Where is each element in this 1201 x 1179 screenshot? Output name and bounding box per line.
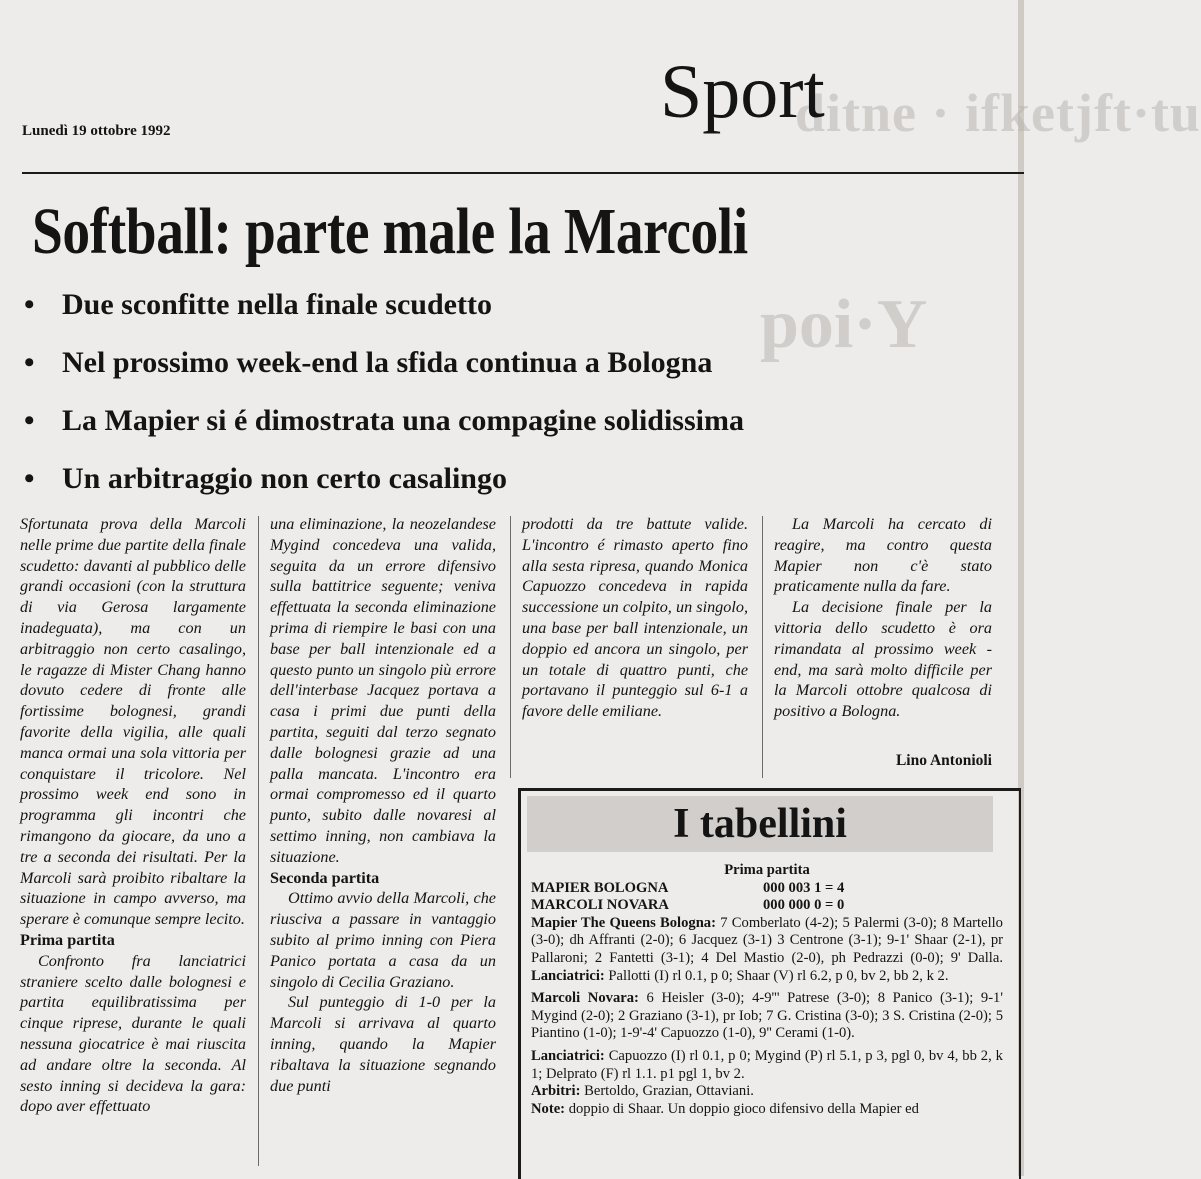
column-divider xyxy=(510,516,511,778)
article-paragraph: Ottimo avvio della Marcoli, che riusciva a passare in vantaggio subito al primo inning con Piera Panico portata a casa da un singolo di Cecilia Graziano. xyxy=(270,889,496,991)
tabellini-title: I tabellini xyxy=(527,796,993,852)
umpires-label: Arbitri: xyxy=(531,1083,581,1100)
score-line: 000 003 1 = 4 xyxy=(763,879,845,896)
score-team: MAPIER BOLOGNA xyxy=(531,879,669,896)
article-paragraph: Sfortunata prova della Marcoli nelle prime due partite della finale scudetto: davanti al pubblico delle grandi occasioni (con la struttura di via Gerosa largamente inadeguata), ma con un arbitraggio non certo casalingo, le ragazze di Mister Chang hanno dovuto cedere di fronte alle fortissime bolognesi, grandi favorite della vigilia, alle quali manca ormai una sola vittoria per conquistare il tricolore. Nel prossimo week end sono in programma gli incontri che rimangono da giocare, da uno a tre a seconda dei risultati. Per la Marcoli sarà proibito ribaltare la situazione in campo avverso, ma sperare è comunque sempre lecito. xyxy=(20,515,246,929)
bullet-item xyxy=(22,285,744,343)
notes-text: doppio di Shaar. Un doppio gioco difensivo della Mapier ed xyxy=(568,1100,919,1117)
subheading-seconda-partita: Seconda partita xyxy=(270,868,380,887)
bleed-through-text: ditne · ifketjft·tu poi·Y xyxy=(760,83,1201,363)
score-team: MARCOLI NOVARA xyxy=(531,897,669,914)
bullet-text: Nel prossimo week-end la sfida continua a Bologna xyxy=(62,346,713,379)
bullet-icon: • xyxy=(24,462,35,495)
article-paragraph: La Marcoli ha cercato di reagire, ma contro questa Mapier non c'è stato praticamente nulla da fare. xyxy=(774,515,992,596)
bullet-list xyxy=(22,285,744,517)
column-divider xyxy=(762,516,763,778)
section-title: Sport xyxy=(660,50,825,134)
bullet-item xyxy=(22,343,744,401)
score-row xyxy=(531,897,1003,915)
tabellini-content xyxy=(521,852,1019,1118)
pitchers-label: Lanciatrici: xyxy=(531,1047,605,1064)
author-byline: Lino Antonioli xyxy=(895,752,992,769)
bullet-icon: • xyxy=(24,404,35,437)
lineup-label: Marcoli Novara: xyxy=(531,990,639,1007)
tabellini-box xyxy=(518,788,1021,1179)
bullet-item xyxy=(22,459,744,517)
article-column-2 xyxy=(270,514,496,1096)
bullet-icon: • xyxy=(24,288,35,321)
headline: Softball: parte male la Marcoli xyxy=(32,195,748,268)
article-column-4 xyxy=(774,514,992,722)
umpires xyxy=(531,1083,1003,1101)
pitchers-label: Lanciatrici: xyxy=(531,967,605,984)
header-rule xyxy=(22,172,1024,174)
bullet-text: La Mapier si é dimostrata una compagine solidissima xyxy=(62,404,744,437)
lineup-label: Mapier The Queens Bologna: xyxy=(531,914,716,931)
bullet-text: Un arbitraggio non certo casalingo xyxy=(62,462,507,495)
bullet-icon: • xyxy=(24,346,35,379)
notes xyxy=(531,1101,1003,1119)
article-paragraph: La decisione finale per la vittoria dello scudetto è ora rimandata al prossimo week - end, ma sarà molto difficile per la Marcoli ottobre qualcosa di positivo a Bologna. xyxy=(774,598,992,721)
lineup-mapier xyxy=(531,915,1003,985)
bullet-text: Due sconfitte nella finale scudetto xyxy=(62,288,492,321)
lineup-text: 6 Heisler (3-0); 4-9''' Patrese (3-0); 8 Panico (3-1); 9-1' Mygind (2-0); 2 Graziano (3-1), pr Iob; 7 G. Cristina (3-0); 3 S. Cristina (2-0); 5 Piantino (1-0); 1-9'-4' Capuozzo (1-0), 9'' Cerami (1-0). xyxy=(531,990,1003,1042)
pitchers-text: Capuozzo (I) rl 0.1, p 0; Mygind (P) rl 5.1, p 3, pgl 0, bv 4, bb 2, k 1; Delprato (F) rl 1.1. p1 pgl 1, bv 2. xyxy=(531,1047,1003,1082)
score-line: 000 000 0 = 0 xyxy=(763,897,845,914)
pitchers-text: Pallotti (I) rl 0.1, p 0; Shaar (V) rl 6.2, p 0, bv 2, bb 2, k 2. xyxy=(608,967,949,984)
pitchers-marcoli xyxy=(531,1048,1003,1083)
article-paragraph: prodotti da tre battute valide. L'incontro é rimasto aperto fino alla sesta ripresa, quando Monica Capuozzo concedeva in rapida successione un colpito, un singolo, una base per ball intenzionale, un doppio ed ancora un singolo, per un totale di quattro punti, che portavano il punteggio sul 6-1 a favore delle emiliane. xyxy=(522,515,748,721)
column-divider xyxy=(258,516,259,1166)
score-row xyxy=(531,880,1003,898)
lineup-text: 7 Comberlato (4-2); 5 Palermi (3-0); 8 Martello (3-0); dh Affranti (2-0); 6 Jacquez (3-1) 3 Centrone (3-1); 9-1' Shaar (2-1), pr Pallaroni; 2 Fantetti (3-1); 4 Del Mastio (2-0), ph Pedrazzi (0-0); 9' Dalla. xyxy=(531,914,1003,966)
lineup-marcoli xyxy=(531,990,1003,1043)
bullet-item xyxy=(22,401,744,459)
article-column-3 xyxy=(522,514,748,722)
notes-label: Note: xyxy=(531,1100,566,1117)
subheading-prima-partita: Prima partita xyxy=(20,930,115,949)
article-column-1 xyxy=(20,514,246,1117)
article-paragraph: Sul punteggio di 1-0 per la Marcoli si arrivava al quarto inning, quando la Mapier ribaltava la situazione segnando due punti xyxy=(270,993,496,1095)
article-paragraph: Confronto fra lanciatrici straniere scelto dalle bolognesi e partita equilibratissima per cinque riprese, durante le quali nessuna giocatrice è mai riuscita ad andare oltre la seconda. Al sesto inning si decideva la gara: dopo aver effettuato xyxy=(20,951,246,1116)
game-title: Prima partita xyxy=(724,862,810,878)
date-line: Lunedì 19 ottobre 1992 xyxy=(22,123,171,139)
umpires-text: Bertoldo, Grazian, Ottaviani. xyxy=(584,1083,754,1100)
article-paragraph: una eliminazione, la neozelandese Mygind concedeva una valida, seguita da un errore difensivo sulla battitrice seguente; veniva effettuata la seconda eliminazione prima di riempire le basi con una base per ball intenzionale ed a questo punto un singolo più errore dell'interbase Jacquez portava a casa i primi due punti della partita, seguiti dal terzo segnato dalle bolognesi grazie ad una palla mancata. L'incontro era ormai compromesso ed il quarto punto, subito dalle novaresi al settimo inning, non cambiava la situazione. xyxy=(270,515,496,866)
